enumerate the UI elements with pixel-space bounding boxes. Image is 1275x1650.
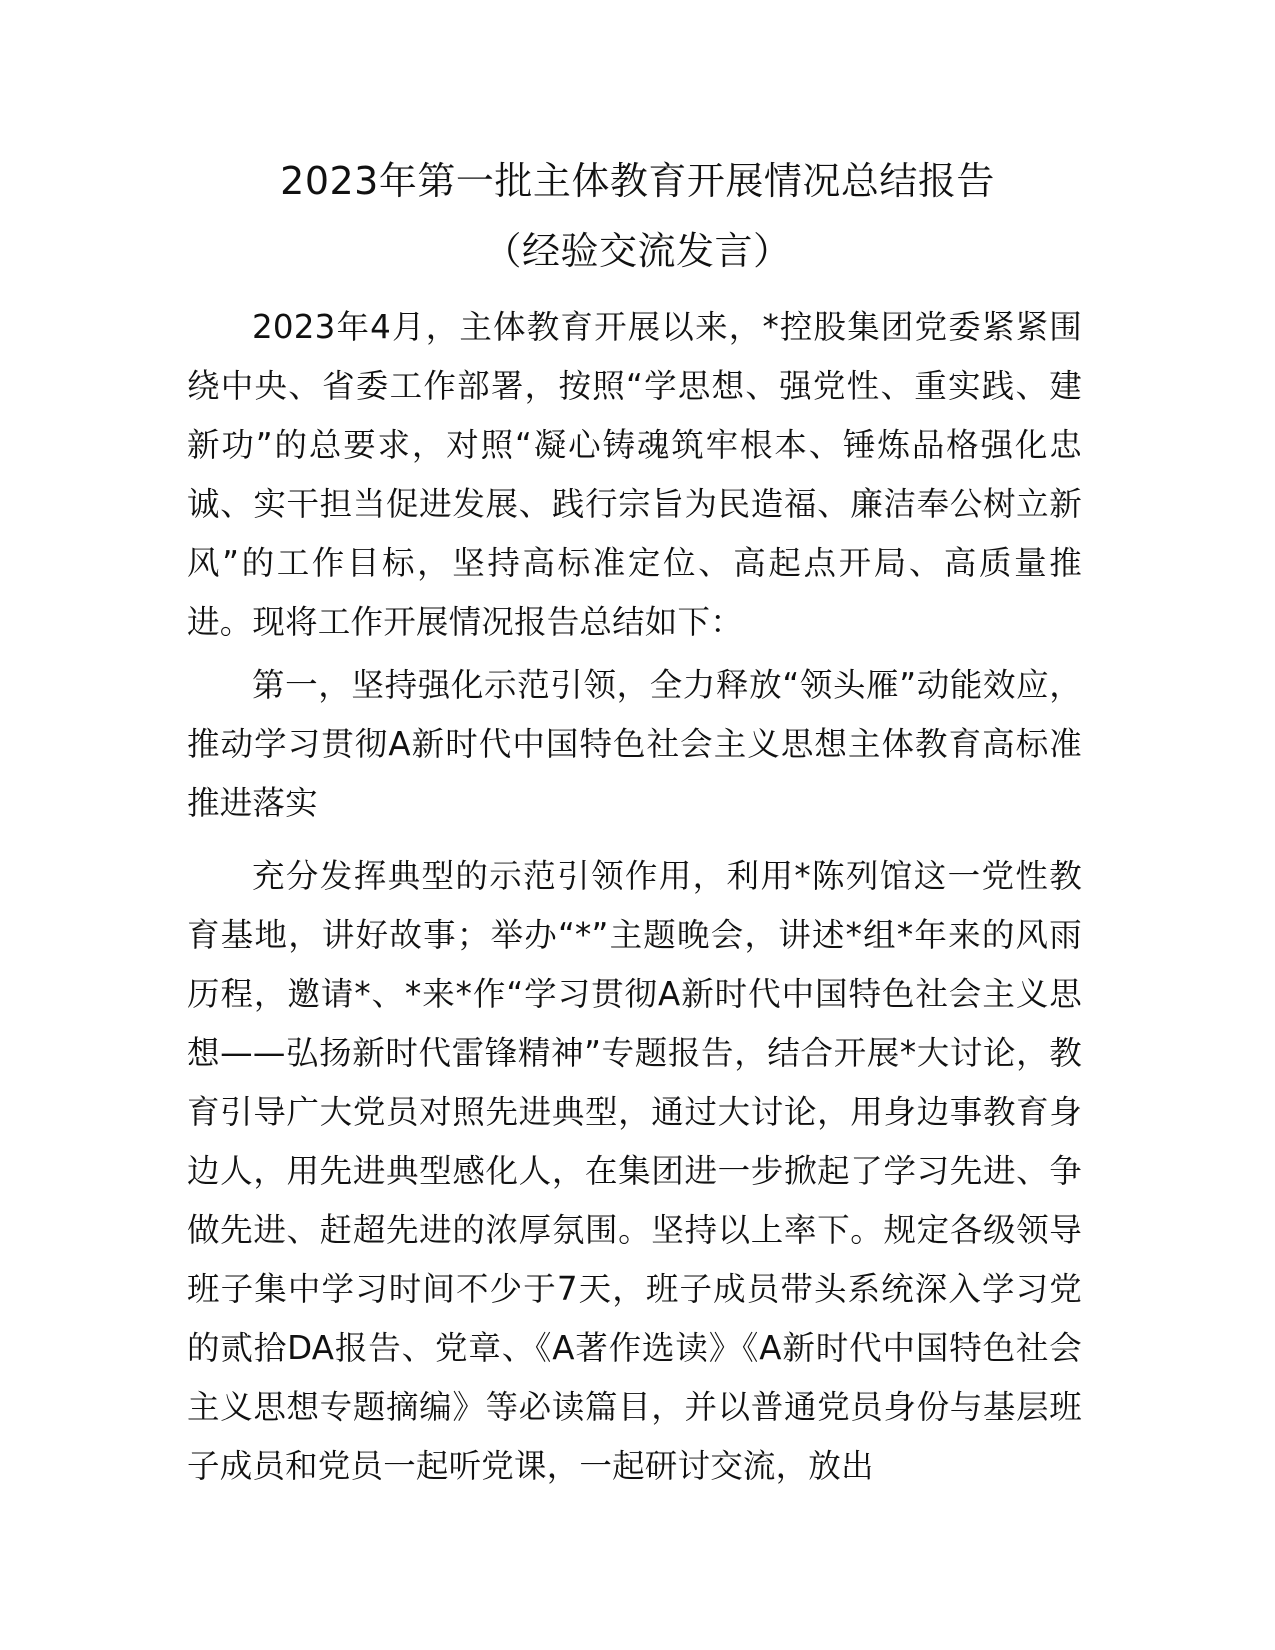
document-title: 2023年第一批主体教育开展情况总结报告 xyxy=(280,159,995,203)
paragraph-heading-first: 第一，坚持强化示范引领，全力释放“领头雁”动能效应，推动学习贯彻A新时代中国特色社会主义思想主体教育高标准推进落实 xyxy=(187,666,1082,822)
document-body xyxy=(187,298,1082,1496)
document-subtitle: （经验交流发言） xyxy=(483,229,792,273)
paragraph-body: 充分发挥典型的示范引领作用，利用*陈列馆这一党性教育基地，讲好故事；举办“*”主题晚会，讲述*组*年来的风雨历程，邀请*、*来*作“学习贯彻A新时代中国特色社会主义思想——弘扬新时代雷锋精神”专题报告，结合开展*大讨论，教育引导广大党员对照先进典型，通过大讨论，用身边事教育身边人，用先进典型感化人，在集团进一步掀起了学习先进、争做先进、赶超先进的浓厚氛围。坚持以上率下。规定各级领导班子集中学习时间不少于7天，班子成员带头系统深入学习党的贰拾DA报告、党章、《A著作选读》《A新时代中国特色社会主义思想专题摘编》等必读篇目，并以普通党员身份与基层班子成员和党员一起听党课，一起研讨交流，放出 xyxy=(187,857,1082,1485)
paragraph-intro: 2023年4月，主体教育开展以来，*控股集团党委紧紧围绕中央、省委工作部署，按照“学思想、强党性、重实践、建新功”的总要求，对照“凝心铸魂筑牢根本、锤炼品格强化忠诚、实干担当促进发展、践行宗旨为民造福、廉洁奉公树立新风”的工作目标，坚持高标准定位、高起点开局、高质量推进。现将工作开展情况报告总结如下： xyxy=(187,308,1082,641)
